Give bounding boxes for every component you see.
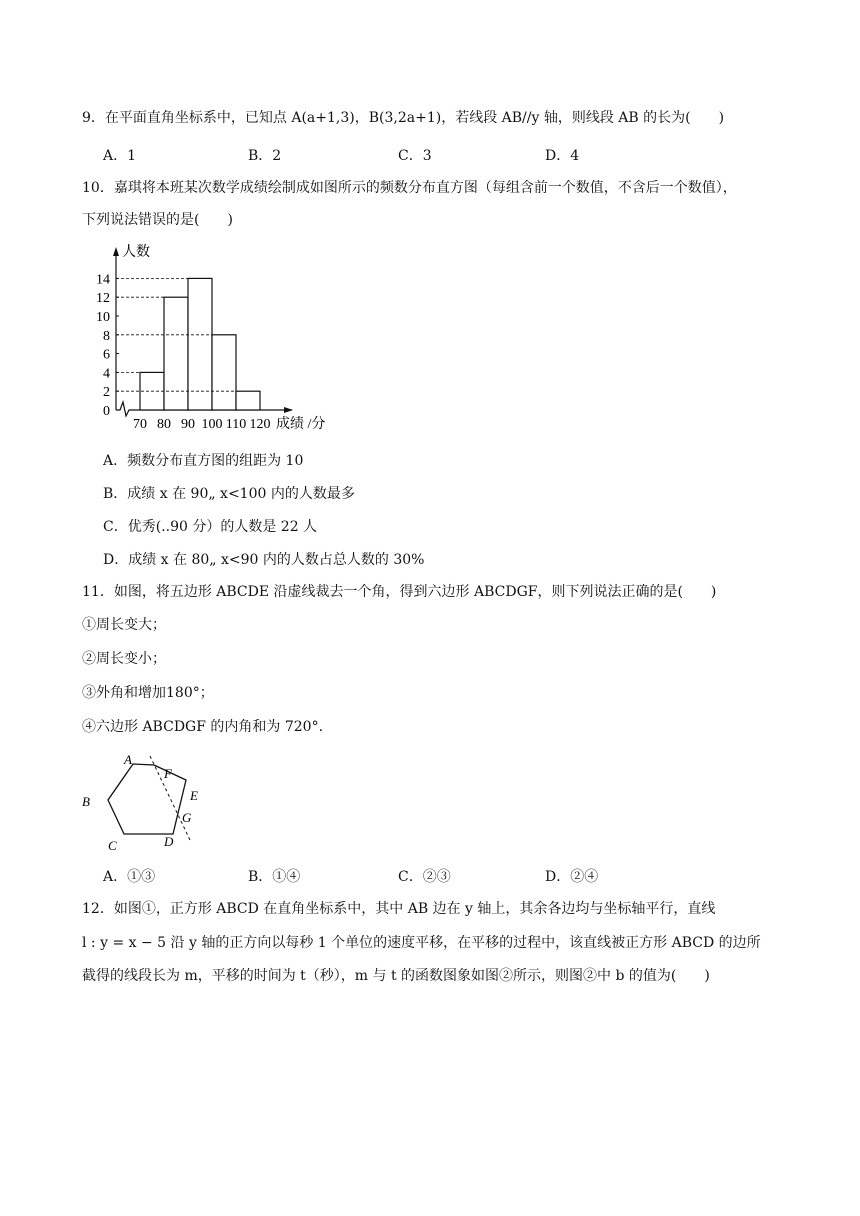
q9-option-b: B．2 — [248, 148, 282, 164]
label-a: A — [124, 752, 132, 767]
x-tick-label: 100 — [201, 417, 223, 432]
y-tick-label: 10 — [96, 310, 110, 325]
y-axis-label: 人数 — [122, 245, 150, 260]
q10-text-line2: 下列说法错误的是( ) — [82, 212, 233, 228]
q11-option-c: C．②③ — [398, 869, 451, 885]
y-tick-label: 12 — [96, 291, 110, 307]
q12-text-line3: 截得的线段长为 m，平移的时间为 t（秒），m 与 t 的函数图象如图②所示，则图②中 b 的值为( ) — [82, 968, 710, 984]
label-g: G — [182, 810, 192, 825]
y-tick-label: 6 — [103, 347, 110, 363]
x-tick-label: 110 — [225, 417, 247, 432]
q10-text-line1: 10．嘉琪将本班某次数学成绩绘制成如图所示的频数分布直方图（每组含前一个数值，不含后一个数值）， — [82, 180, 737, 196]
q12-text-line1: 12．如图①，正方形 ABCD 在直角坐标系中，其中 AB 边在 y 轴上，其余各边均与坐标轴平行，直线 — [82, 901, 716, 917]
frequency-histogram — [78, 242, 378, 432]
q9-option-d: D．4 — [545, 148, 580, 164]
y-tick-label: 8 — [103, 328, 110, 344]
q11-statement-3: ③外角和增加180°； — [82, 685, 214, 701]
q10-option-a: A．频数分布直方图的组距为 10 — [103, 453, 304, 469]
q11-text: 11．如图，将五边形 ABCDE 沿虚线裁去一个角，得到六边形 ABCDGF，则下列说法正确的是( ) — [82, 584, 717, 600]
q10-option-b: B．成绩 x 在 90„ x<100 内的人数最多 — [103, 486, 355, 502]
x-axis-arrow — [284, 407, 293, 413]
q9-option-a: A．1 — [103, 148, 137, 164]
x-tick-label: 90 — [181, 417, 195, 432]
label-c: C — [108, 838, 117, 852]
y-tick-label: 4 — [103, 366, 110, 382]
pentagon-outline — [108, 764, 186, 834]
label-f: F — [164, 766, 172, 781]
label-b: B — [82, 794, 90, 809]
q11-statement-1: ①周长变大； — [82, 617, 166, 633]
histogram-bar — [164, 297, 188, 410]
histogram-bar — [212, 335, 236, 410]
x-tick-label: 80 — [157, 417, 171, 432]
q11-option-d: D．②④ — [545, 869, 599, 885]
pentagon-figure — [78, 752, 218, 852]
q9-text: 9．在平面直角坐标系中，已知点 A(a+1,3)，B(3,2a+1)，若线段 AB//y 轴，则线段 AB 的长为( ) — [82, 110, 725, 126]
x-axis-label: 成绩 /分 — [276, 417, 326, 432]
label-e: E — [190, 788, 198, 803]
q11-option-a: A．①③ — [103, 869, 156, 885]
q11-statement-4: ④六边形 ABCDGF 的内角和为 720°. — [82, 719, 324, 735]
q10-option-d: D．成绩 x 在 80„ x<90 内的人数占总人数的 30% — [103, 552, 425, 568]
q10-option-c: C．优秀(..90 分）的人数是 22 人 — [103, 519, 318, 535]
x-tick-label: 120 — [249, 417, 271, 432]
y-tick-label: 14 — [96, 272, 110, 288]
q12-text-line2: l : y = x − 5 沿 y 轴的正方向以每秒 1 个单位的速度平移，在平移的过程中，该直线被正方形 ABCD 的边所 — [82, 935, 761, 951]
y-tick-label: 2 — [103, 385, 110, 401]
q11-option-b: B．①④ — [248, 869, 301, 885]
histogram-bar — [236, 391, 260, 410]
label-d: D — [164, 834, 174, 849]
y-axis-arrow — [113, 247, 119, 256]
histogram-bar — [188, 278, 212, 410]
x-tick-label: 70 — [133, 417, 147, 432]
q11-statement-2: ②周长变小； — [82, 651, 166, 667]
q9-option-c: C．3 — [398, 148, 432, 164]
y-tick-label: 0 — [103, 404, 110, 419]
